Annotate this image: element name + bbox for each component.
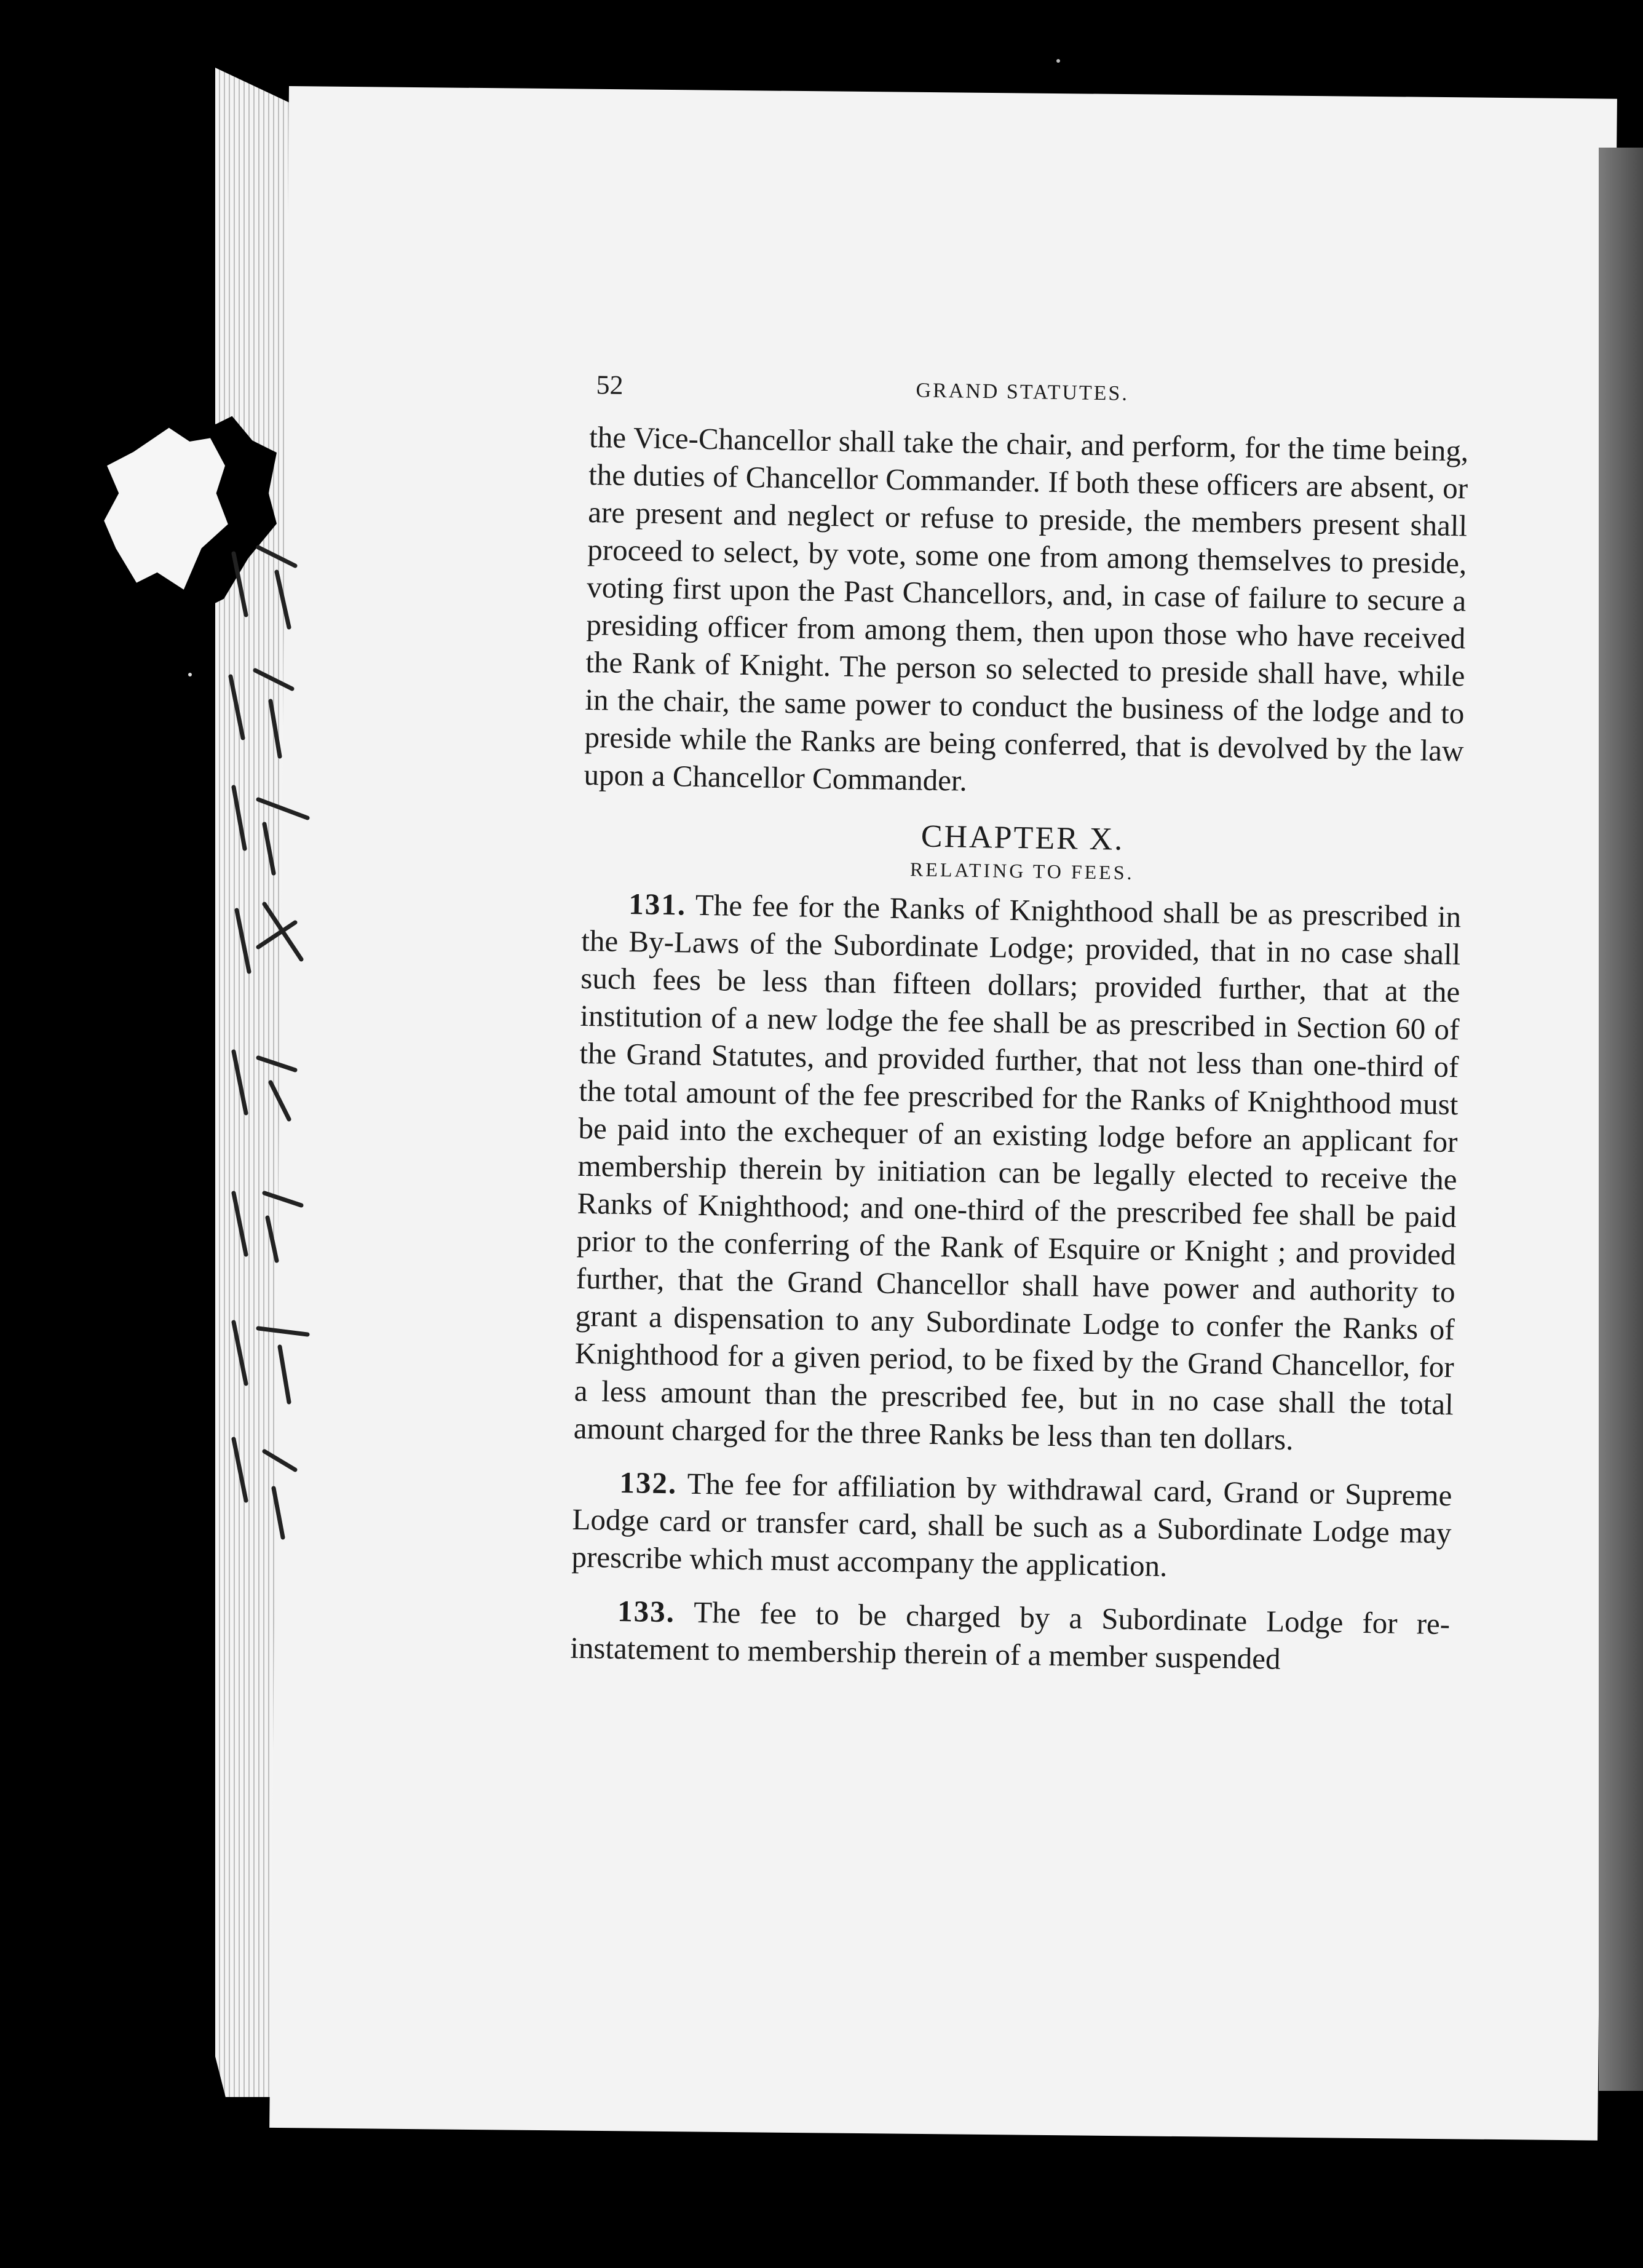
facing-page-edge	[1599, 148, 1643, 2091]
pencil-marks	[221, 529, 344, 1574]
section-133	[570, 1592, 1451, 1680]
page-text	[570, 369, 1470, 1680]
section-132	[571, 1463, 1452, 1589]
section-131	[573, 884, 1461, 1461]
section-text: The fee to be charged by a Subordinate Lodge for re-instatement to membership therein of a member suspended	[569, 1595, 1451, 1676]
section-text: The fee for affiliation by withdrawal card, Grand or Supreme Lodge card or transfer card, shall be such as a Subordinate Lodge may prescribe which must accompany the application.	[571, 1466, 1452, 1583]
chapter-subtitle: RELATING TO FEES.	[909, 858, 1134, 884]
section-number: 132.	[619, 1465, 678, 1501]
chapter-title: CHAPTER X.	[920, 819, 1125, 857]
running-title: GRAND STATUTES.	[916, 379, 1130, 405]
section-number: 131.	[628, 887, 687, 922]
section-text: The fee for the Ranks of Knighthood shall be as prescribed in the By-Laws of the Subordinate Lodge; provided, that in no case shall such fees be less than fifteen dollars; provided further, that at the institution of a new lodge the fee shall be as prescribed in Section 60 of the Grand Statutes, and provided further, that not less than one-third of the total amount of the fee prescribed for the Ranks of Knighthood must be paid into the exchequer of an existing lodge before an applicant for membership therein by initiation can be legally elected to receive the Ranks of Knighthood; and one-third of the prescribed fee shall be paid prior to the conferring of the Rank of Esquire or Knight ; and provided further, that the Grand Chancellor shall have power and authority to grant a dispensation to any Subordinate Lodge to confer the Ranks of Knighthood for a given period, to be fixed by the Grand Chancellor, for a less amount than the prescribed fee, but in no case shall the total amount charged for the three Ranks be less than ten dollars.	[573, 887, 1462, 1457]
stray-dot	[1056, 59, 1060, 63]
lead-paragraph: the Vice-Chancellor shall take the chair, and perform, for the time being, the duties of Chancellor Commander. If both these officers are absent, or are present and neglect or refuse to preside, the members present shall proceed to select, by vote, some one from among themselves to preside, voting first upon the Past Chancellors, and, in case of failure to secure a presiding officer from among them, then upon those who have received the Rank of Knight. The person so selected to preside shall have, while in the chair, the same power to conduct the business of the lodge and to preside while the Ranks are being conferred, that is devolved by the law upon a Chancellor Commander.	[584, 419, 1469, 798]
section-number: 133.	[617, 1593, 676, 1629]
page-number: 52	[596, 370, 624, 400]
stray-dot	[188, 673, 192, 676]
